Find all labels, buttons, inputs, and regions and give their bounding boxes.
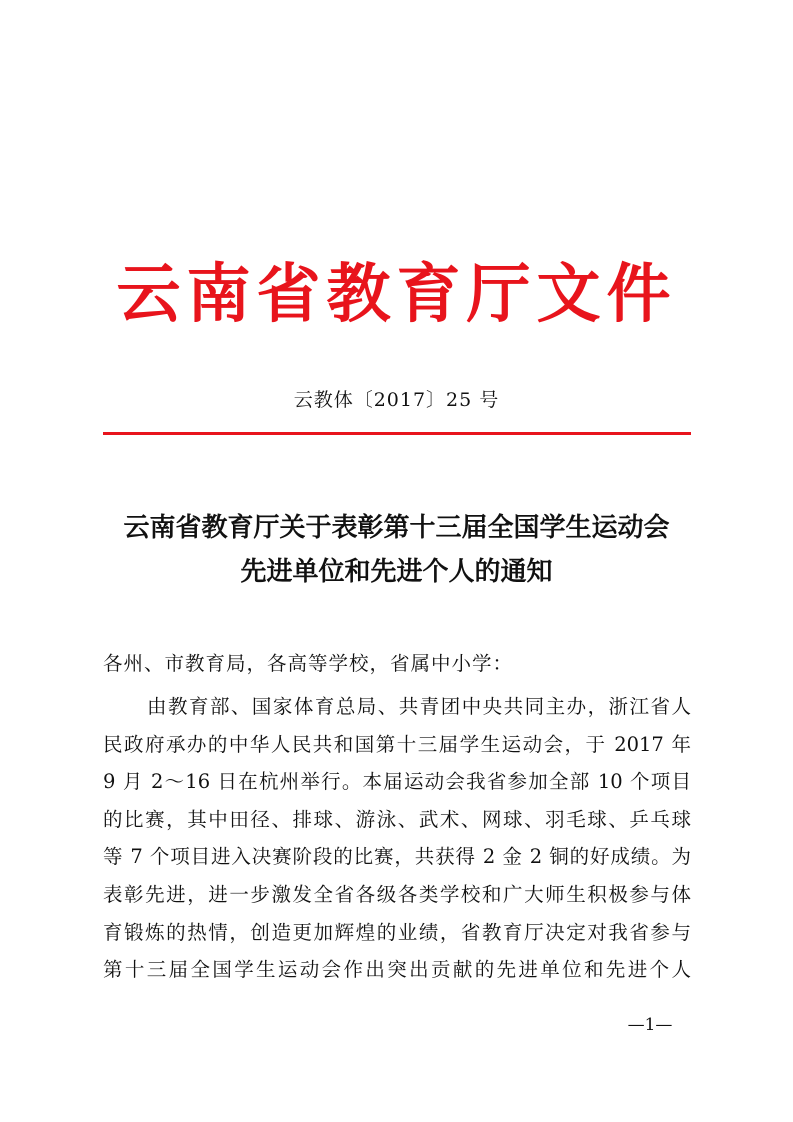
page-number: —1—	[627, 1015, 673, 1035]
title-line-2: 先进单位和先进个人的通知	[240, 557, 553, 587]
body-line: 9 月 2～16 日在杭州举行。本届运动会我省参加全部 10 个项目	[103, 770, 691, 794]
red-separator-rule	[103, 432, 691, 435]
document-number: 云教体〔2017〕25 号	[293, 389, 500, 411]
body-paragraph	[103, 688, 703, 989]
salutation: 各州、市教育局，各高等学校，省属中小学：	[103, 652, 514, 675]
body-line: 民政府承办的中华人民共和国第十三届学生运动会，于 2017 年	[103, 732, 691, 756]
body-line: 等 7 个项目进入决赛阶段的比赛，共获得 2 金 2 铜的好成绩。为	[103, 845, 691, 869]
body-line: 第十三届全国学生运动会作出突出贡献的先进单位和先进个人	[103, 958, 691, 982]
body-line: 的比赛，其中田径、排球、游泳、武术、网球、羽毛球、乒乓球	[103, 807, 691, 831]
body-line: 表彰先进，进一步激发全省各级各类学校和广大师生积极参与体	[103, 882, 691, 906]
body-line: 由教育部、国家体育总局、共青团中央共同主办，浙江省人	[147, 695, 691, 718]
body-line: 育锻炼的热情，创造更加辉煌的业绩，省教育厅决定对我省参与	[103, 920, 691, 944]
title-line-1: 云南省教育厅关于表彰第十三届全国学生运动会	[123, 513, 670, 543]
document-title	[90, 506, 703, 594]
document-masthead: 云南省教育厅文件	[116, 257, 677, 332]
